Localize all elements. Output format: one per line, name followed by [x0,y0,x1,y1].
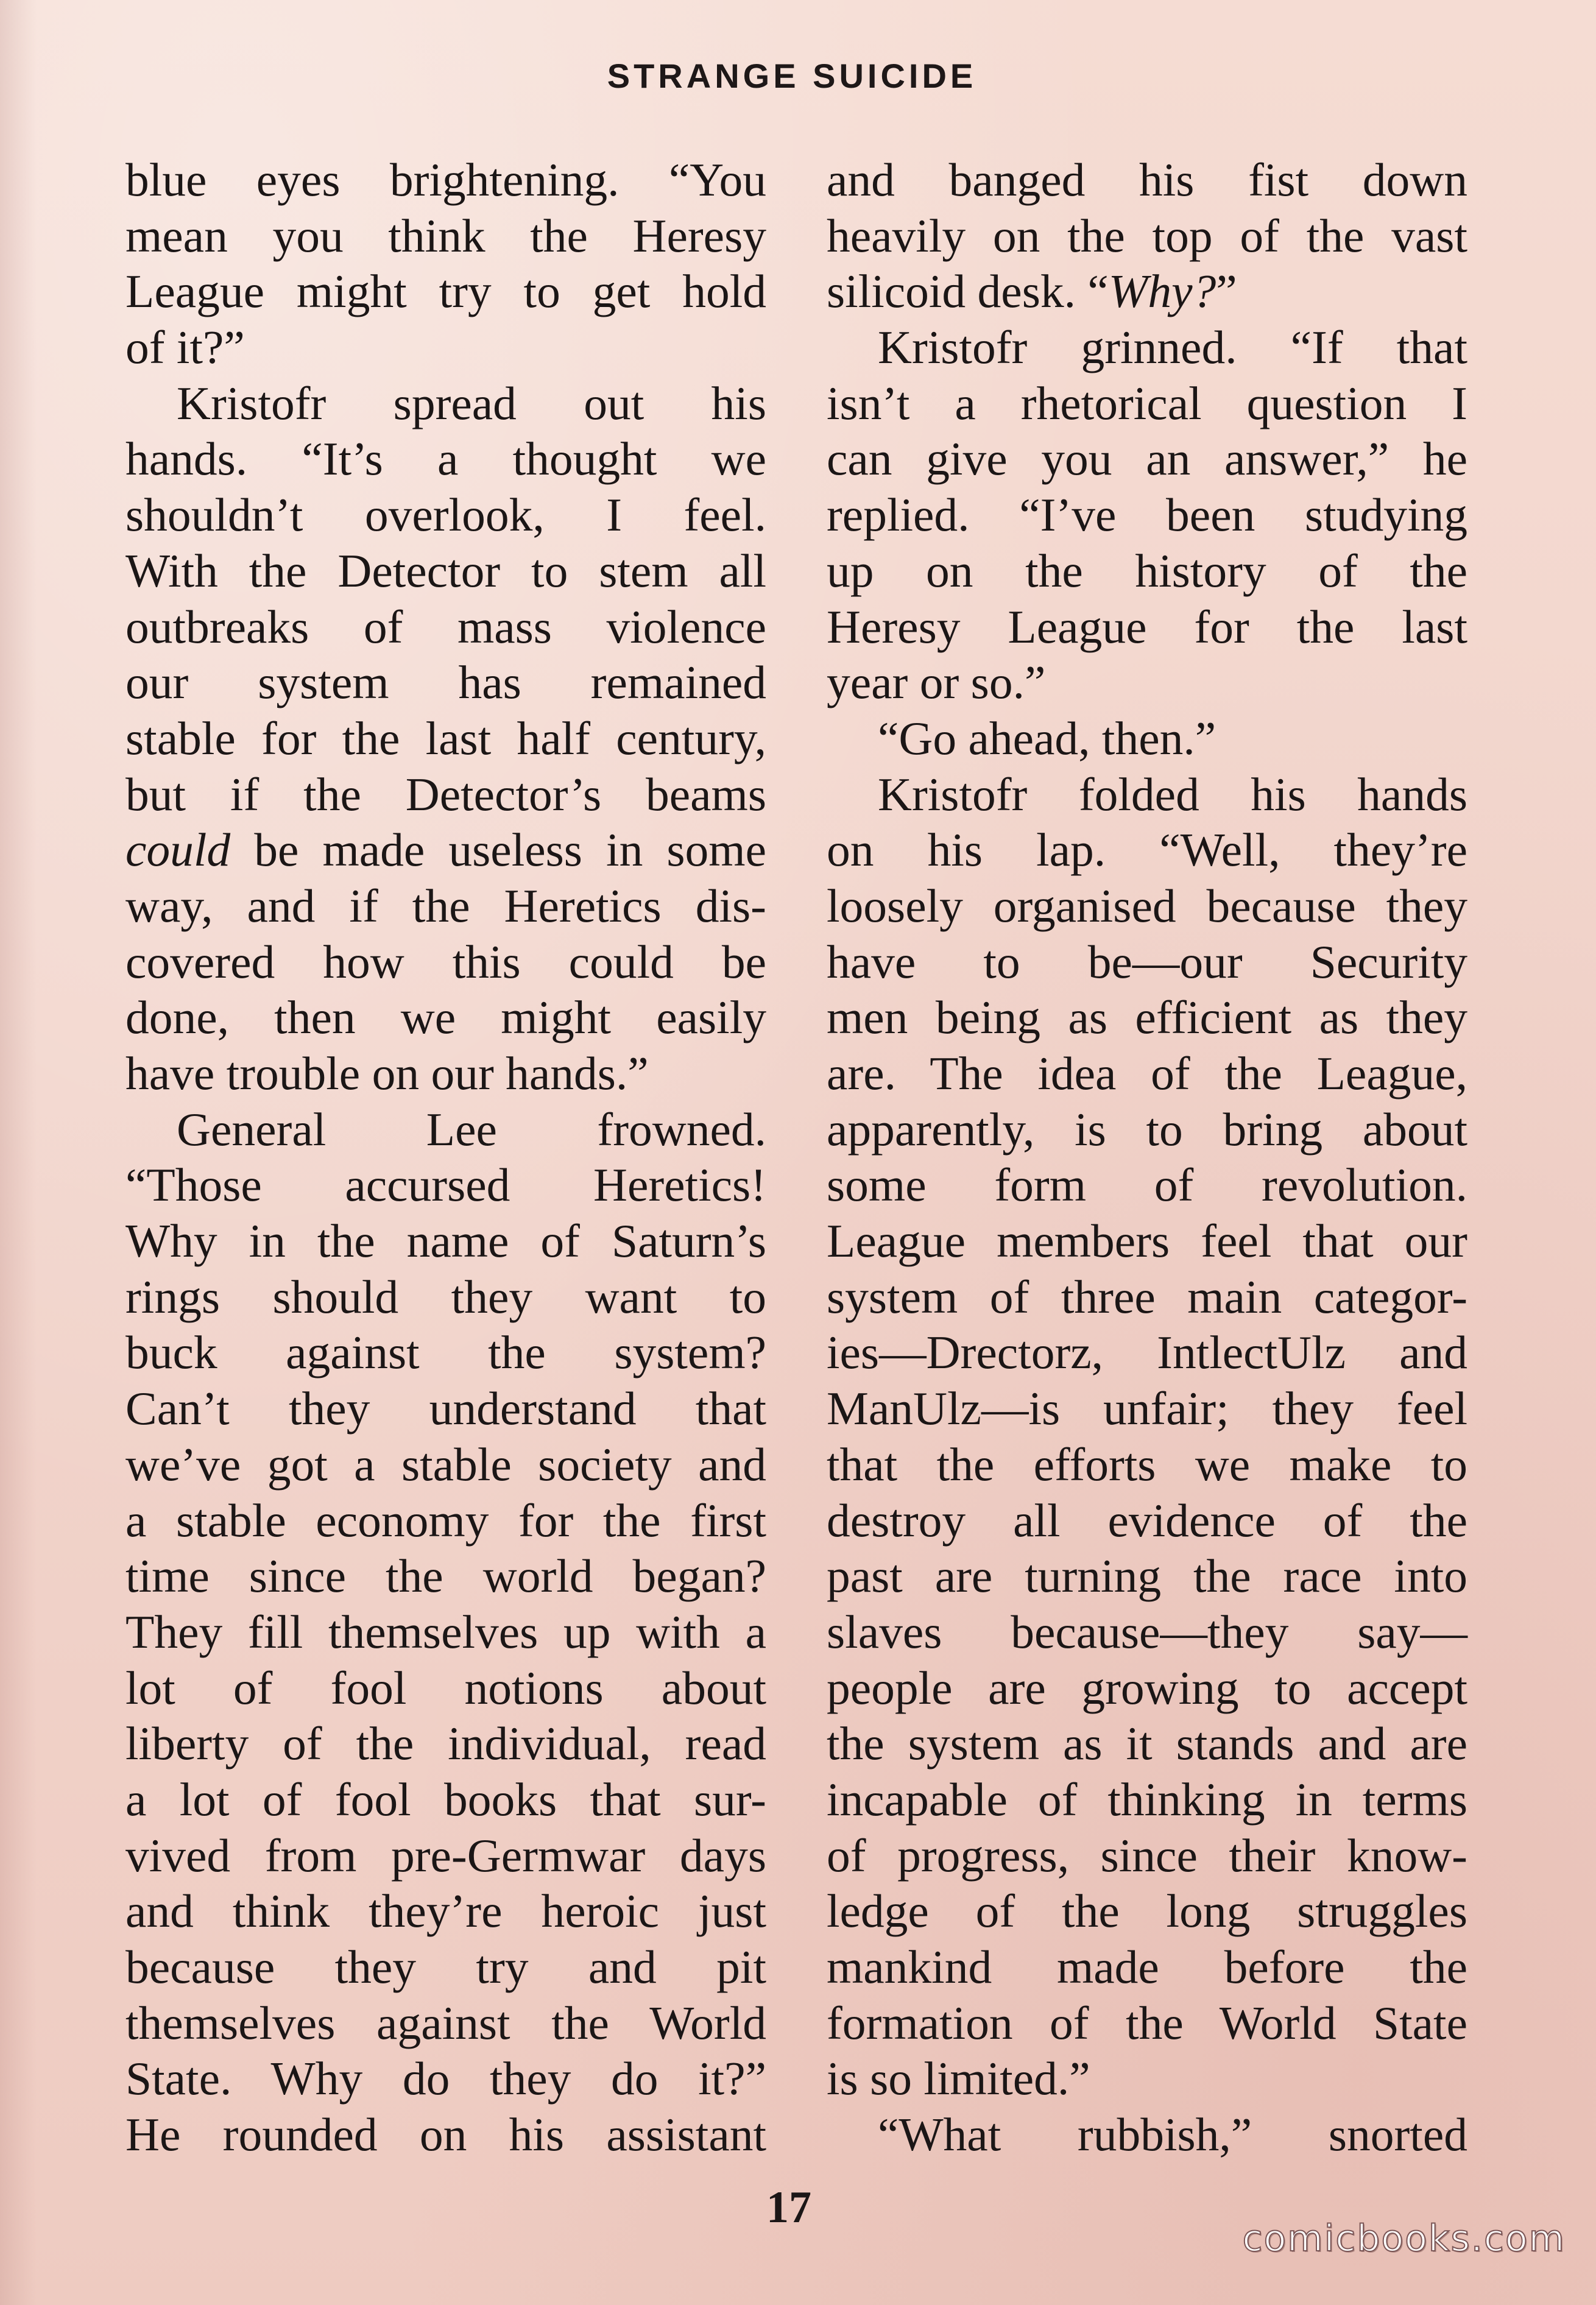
text-line: slaves because—they say— [827,1605,1467,1658]
text-line: men being as efficient as they [827,991,1467,1044]
text-line: covered how this could be [125,935,766,988]
text-line: mean you think the Heresy [125,209,766,262]
text-line: ManUlz—is unfair; they feel [827,1382,1467,1435]
text-line: of progress, since their know- [827,1829,1467,1882]
text-line: system of three main categor- [827,1270,1467,1323]
text-line: a stable economy for the first [125,1494,766,1547]
left-text-column [125,152,766,2163]
text-line: formation of the World State [827,1996,1467,2049]
text-line: heavily on the top of the vast [827,209,1467,262]
text-line: can give you an answer,” he [827,432,1467,485]
text-line: on his lap. “Well, they’re [827,824,1467,877]
text-line: way, and if the Heretics dis- [125,879,766,932]
text-line: Heresy League for the last [827,600,1467,653]
text-line: but if the Detector’s beams [125,768,766,821]
text-line: blue eyes brightening. “You [125,154,766,206]
text-line: incapable of thinking in terms [827,1773,1467,1826]
text-line: could be made useless in some [125,824,766,877]
text-line: liberty of the individual, read [125,1717,766,1770]
text-line: time since the world began? [125,1550,766,1603]
text-line: Kristofr folded his hands [878,768,1467,821]
text-line: are. The idea of the League, [827,1047,1467,1100]
text-line: isn’t a rhetorical question I [827,376,1467,429]
text-line: themselves against the World [125,1996,766,2049]
text-line: League members feel that our [827,1215,1467,1268]
text-line: ledge of the long struggles [827,1885,1467,1938]
text-line: apparently, is to bring about [827,1103,1467,1156]
text-line: silicoid desk. “Why?” [827,265,1237,318]
text-line: buck against the system? [125,1326,766,1379]
text-line: Can’t they understand that [125,1382,766,1435]
text-line: the system as it stands and are [827,1717,1467,1770]
text-line: some form of revolution. [827,1159,1467,1212]
watermark-logo: comicbooks.com [1242,2217,1566,2260]
text-line: They fill themselves up with a [125,1605,766,1658]
text-line: is so limited.” [827,2052,1090,2105]
text-line: our system has remained [125,656,766,709]
text-line: With the Detector to stem all [125,544,766,597]
text-line: a lot of fool books that sur- [125,1773,766,1826]
text-line: done, then we might easily [125,991,766,1044]
text-line: lot of fool notions about [125,1661,766,1714]
text-line: State. Why do they do it?” [125,2052,766,2105]
text-line: replied. “I’ve been studying [827,489,1467,542]
text-line: past are turning the race into [827,1550,1467,1603]
page-gutter-shadow [0,0,37,2305]
text-line: shouldn’t overlook, I feel. [125,489,766,542]
text-line: that the efforts we make to [827,1438,1467,1491]
text-line: because they try and pit [125,1941,766,1993]
text-line: “What rubbish,” snorted [878,2108,1467,2161]
text-line: Kristofr spread out his [177,376,766,429]
text-line: General Lee frowned. [177,1103,766,1156]
text-line: stable for the last half century, [125,711,766,764]
text-line: He rounded on his assistant [125,2108,766,2161]
text-line: and think they’re heroic just [125,1885,766,1938]
text-line: of it?” [125,321,245,374]
text-line: have to be—our Security [827,935,1467,988]
text-line: vived from pre-Germwar days [125,1829,766,1882]
text-line: rings should they want to [125,1270,766,1323]
text-line: people are growing to accept [827,1661,1467,1714]
page-number: 17 [766,2183,811,2233]
text-line: have trouble on our hands.” [125,1047,649,1100]
text-line: we’ve got a stable society and [125,1438,766,1491]
text-line: and banged his fist down [827,154,1467,206]
text-line: “Those accursed Heretics! [125,1159,766,1212]
running-title: STRANGE SUICIDE [607,57,977,95]
right-text-column [827,152,1467,2163]
text-line: loosely organised because they [827,879,1467,932]
text-line: ies—Drectorz, IntlectUlz and [827,1326,1467,1379]
text-line: Kristofr grinned. “If that [878,321,1467,374]
text-line: hands. “It’s a thought we [125,432,766,485]
text-line: “Go ahead, then.” [878,711,1216,764]
text-line: outbreaks of mass violence [125,600,766,653]
text-line: year or so.” [827,656,1046,709]
text-line: Why in the name of Saturn’s [125,1215,766,1268]
text-line: up on the history of the [827,544,1467,597]
text-line: mankind made before the [827,1941,1467,1993]
text-line: destroy all evidence of the [827,1494,1467,1547]
text-line: League might try to get hold [125,265,766,318]
